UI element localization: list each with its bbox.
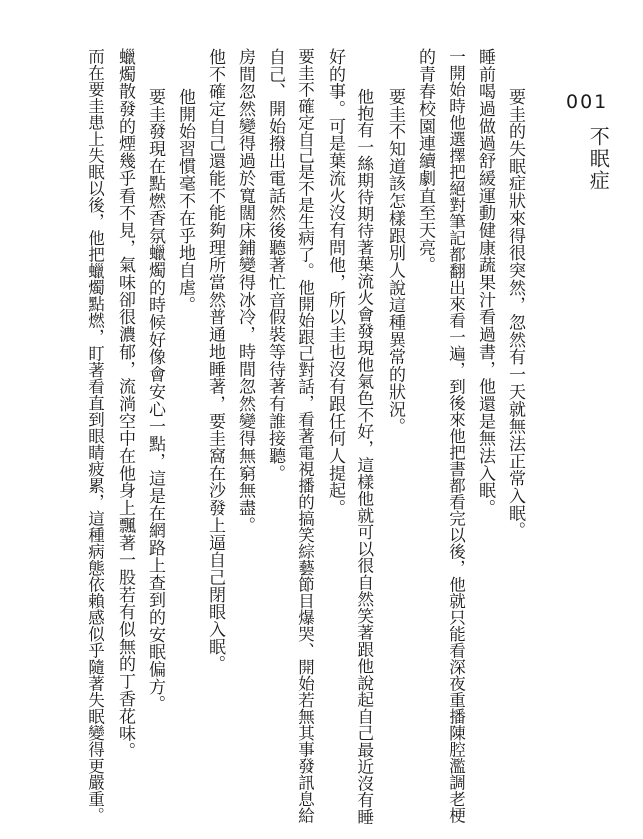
paragraph-line: 的青春校園連續劇直至天亮。 bbox=[415, 48, 435, 274]
paragraph-line: 他開始習慣毫不在乎地自虐。 bbox=[175, 88, 195, 314]
paragraph-line: 自己、開始撥出電話然後聽著忙音假裝等待著有誰接聽。 bbox=[265, 48, 285, 482]
paragraph-line: 要圭發現在點燃香氛蠟燭的時候好像會安心一點，這是在網路上查到的安眠偏方。 bbox=[145, 88, 165, 713]
paragraph-line: 要圭不確定自己是不是生病了。他開始跟己對話，看著電視播的搞笑綜藝節目爆哭、開始若無其事發訊息給 bbox=[295, 48, 315, 824]
paragraph-line: 蠟燭散發的煙幾乎看不見，氣味卻很濃郁，流淌空中在他身上飄著一股若有似無的丁香花味。 bbox=[115, 48, 135, 760]
chapter-number: 001 bbox=[566, 91, 609, 113]
chapter-title: 不眠症 bbox=[586, 126, 611, 192]
paragraph-line: 而在要圭患上失眠以後，他把蠟燭點燃，盯著看直到眼睛疲累，這種病態依賴感似乎隨著失眠變得更嚴重。 bbox=[85, 48, 105, 824]
paragraph-line: 好的事。可是葉流火沒有問他，所以圭也沒有跟任何人提起。 bbox=[325, 48, 345, 517]
paragraph-line: 要圭不知道該怎樣跟別人說這種異常的狀況。 bbox=[385, 88, 405, 435]
paragraph-line: 睡前喝過做過舒緩運動健康蔬果汁看過書，他還是無法入眠。 bbox=[475, 48, 495, 517]
paragraph-line: 要圭的失眠症狀來得很突然，忽然有一天就無法正常入眠。 bbox=[505, 88, 525, 540]
paragraph-line: 房間忽然變得過於寬闊床鋪變得冰冷，時間忽然變得無窮無盡。 bbox=[235, 48, 255, 534]
chapter-heading bbox=[566, 91, 611, 192]
paragraph-line: 他抱有一絲期待期待著葉流火會發現他氣色不好，這樣他就可以很自然笑著跟他說起自己最近沒有睡 bbox=[354, 88, 375, 825]
paragraph-line: 他不確定自己還能不能夠理所當然普通地睡著，要圭窩在沙發上逼自己閉眼入眠。 bbox=[205, 48, 225, 673]
paragraph-line: 一開始時他選擇把絕對筆記都翻出來看一遍，到後來他把書都看完以後，他就只能看深夜重播陳腔濫調老梗 bbox=[446, 48, 466, 824]
